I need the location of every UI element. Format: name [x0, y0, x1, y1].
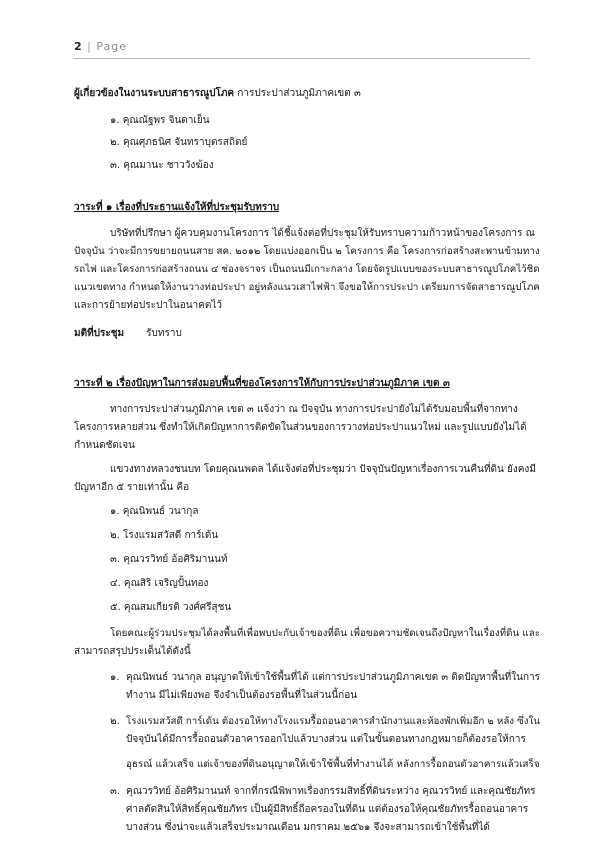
agenda-1-title: วาระที่ ๑ เรื่องที่ประธานแจ้งให้ที่ประชุมรับทราบ — [74, 202, 280, 213]
finding-number: ๒. — [110, 716, 120, 727]
page-number: 2 — [74, 40, 82, 53]
agenda-2-para1-line: กำหนดชัดเจน — [74, 440, 135, 451]
finding-line: บางส่วน ซึ่งน่าจะแล้วเสร็จประมาณเดือน มกราคม ๒๕๖๑ จึงจะสามารถเข้าใช้พื้นที่ได้ — [126, 822, 490, 833]
resolution-label: มติที่ประชุม — [74, 328, 125, 339]
participant-item: ๒. คุณศุภธนิศ จันทราบุตรสถิตย์ — [110, 137, 248, 148]
agenda-2-para3-line: โดยคณะผู้ร่วมประชุมได้ลงพื้นที่เพื่อพบปะกับเจ้าของที่ดิน เพื่อขอความชัดเจนถึงปัญหาในเรื่องที่ดิน และ — [110, 628, 541, 639]
participants-heading-org: การประปาส่วนภูมิภาคเขต ๓ — [234, 88, 361, 99]
agenda-2-para2-line: แขวงทางหลวงชนบท โดยคุณนพดล ได้แจ้งต่อที่ประชุมว่า ปัจจุบันปัญหาเรื่องการเวนคืนที่ดิน ยังคงมี — [110, 464, 536, 475]
header-separator: | — [87, 40, 91, 53]
resolution-value: รับทราบ — [146, 328, 182, 339]
finding-line: คุณนิพนธ์ วนากุล อนุญาตให้เข้าใช้พื้นที่ได้ แต่การประปาส่วนภูมิภาคเขต ๓ ติดปัญหาพื้นที่ในการ — [126, 672, 540, 683]
finding-line: ทำงาน มีไม่เพียงพอ จึงจำเป็นต้องรอพื้นที่ในส่วนนี้ก่อน — [126, 690, 358, 701]
participant-item: ๑. คุณณัฐพร จินดาเย็น — [110, 115, 210, 126]
agenda-2-para2-line: ปัญหาอีก ๕ รายเท่านั้น คือ — [74, 482, 190, 493]
case-list-item: ๑. คุณนิพนธ์ วนากุล — [110, 506, 199, 517]
page-label: Page — [96, 40, 128, 53]
finding-number: ๑. — [110, 672, 120, 683]
agenda-2-title: วาระที่ ๒ เรื่องปัญหาในการส่งมอบพื้นที่ของโครงการให้กับการประปาส่วนภูมิภาค เขต ๓ — [74, 378, 450, 389]
agenda-1-line: บริษัทที่ปรึกษา ผู้ควบคุมงานโครงการ ได้ชี้แจ้งต่อที่ประชุมให้รับทราบความก้าวหน้าของโครงการ ณ — [110, 228, 535, 239]
agenda-2-para1-line: ทางการประปาส่วนภูมิภาค เขต ๓ แจ้งว่า ณ ปัจจุบัน ทางการประปายังไม่ได้รับมอบพื้นที่จากทาง — [110, 404, 518, 415]
case-list-item: ๔. คุณสิริ เจริญปั้นทอง — [110, 578, 209, 589]
agenda-1-line: ปัจจุบัน ว่าจะมีการขยายถนนสาย สค. ๒๐๑๒ โดยแบ่งออกเป็น ๒ โครงการ คือ โครงการก่อสร้างสะพานข้ามทาง — [74, 246, 540, 257]
agenda-2-para1-line: โครงการหลายส่วน ซึ่งทำให้เกิดปัญหาการติดขัดในส่วนของการวางท่อประปาแนวใหม่ และรูปแบบยังไม่ได้ — [74, 422, 527, 433]
finding-line: โรงแรมสวัสดี การ์เด้น ต้องรอให้ทางโรงแรมรื้อถอนอาคารสำนักงานและห้องพักเพิ่มอีก ๒ หลัง ซึ่งใน — [126, 716, 540, 727]
agenda-1-line: รถไฟ และโครงการก่อสร้างถนน ๔ ช่องจราจร เป็นถนนมีเกาะกลาง โดยจัดรูปแบบของระบบสาธารณูปโภคไว้ชิด — [74, 264, 540, 275]
agenda-1-resolution — [74, 327, 182, 341]
agenda-1-line: และการย้ายท่อประปาในอนาคตไว้ — [74, 300, 222, 311]
finding-line: ศาลตัดสินให้สิทธิ์คุณชัยภัทร เป็นผู้มีสิทธิ์ถือครองในที่ดิน แต่ต้องรอให้คุณชัยภัทรรื้อถอนอาคาร — [126, 804, 529, 815]
finding-number: ๓. — [110, 786, 121, 797]
finding-line: อุธรณ์ แล้วเสร็จ แต่เจ้าของที่ดินอนุญาตให้เข้าใช้พื้นที่ทำงานได้ หลังการรื้อถอนตัวอาคารแล้วเสร็จ — [126, 759, 540, 770]
case-list-item: ๕. คุณสมเกียรติ วงศ์ศรีสุชน — [110, 602, 232, 613]
participant-item: ๓. คุณมานะ ชาววังฆ้อง — [110, 160, 214, 171]
participants-heading: ผู้เกี่ยวข้องในงานระบบสาธารณูปโภค — [74, 88, 235, 99]
agenda-1-line: แนวเขตทาง กำหนดให้งานวางท่อประปา อยู่หลังแนวเสาไฟฟ้า จึงขอให้การประปา เตรียมการจัดสาธารณูปโภค — [74, 282, 540, 293]
header-divider — [74, 58, 530, 59]
case-list-item: ๒. โรงแรมสวัสดี การ์เด้น — [110, 530, 219, 541]
case-list-item: ๓. คุณวรวิทย์ อ้อศิริมานนท์ — [110, 554, 228, 565]
participants-heading-line — [74, 87, 361, 101]
page-header — [74, 40, 127, 53]
agenda-2-para3-line: สามารถสรุปประเด็นได้ดังนี้ — [74, 646, 191, 657]
finding-line: คุณวรวิทย์ อ้อศิริมานนท์ จากที่กรณีพิพาทเรื่องกรรมสิทธิ์ที่ดินระหว่าง คุณวรวิทย์ และคุณชัยภัทร — [126, 786, 536, 797]
finding-line: ปัจจุบันได้มีการรื้อถอนตัวอาคารออกไปแล้วบางส่วน แต่ในขั้นตอนทางกฎหมายก็ต้องรอให้การ — [126, 734, 526, 745]
